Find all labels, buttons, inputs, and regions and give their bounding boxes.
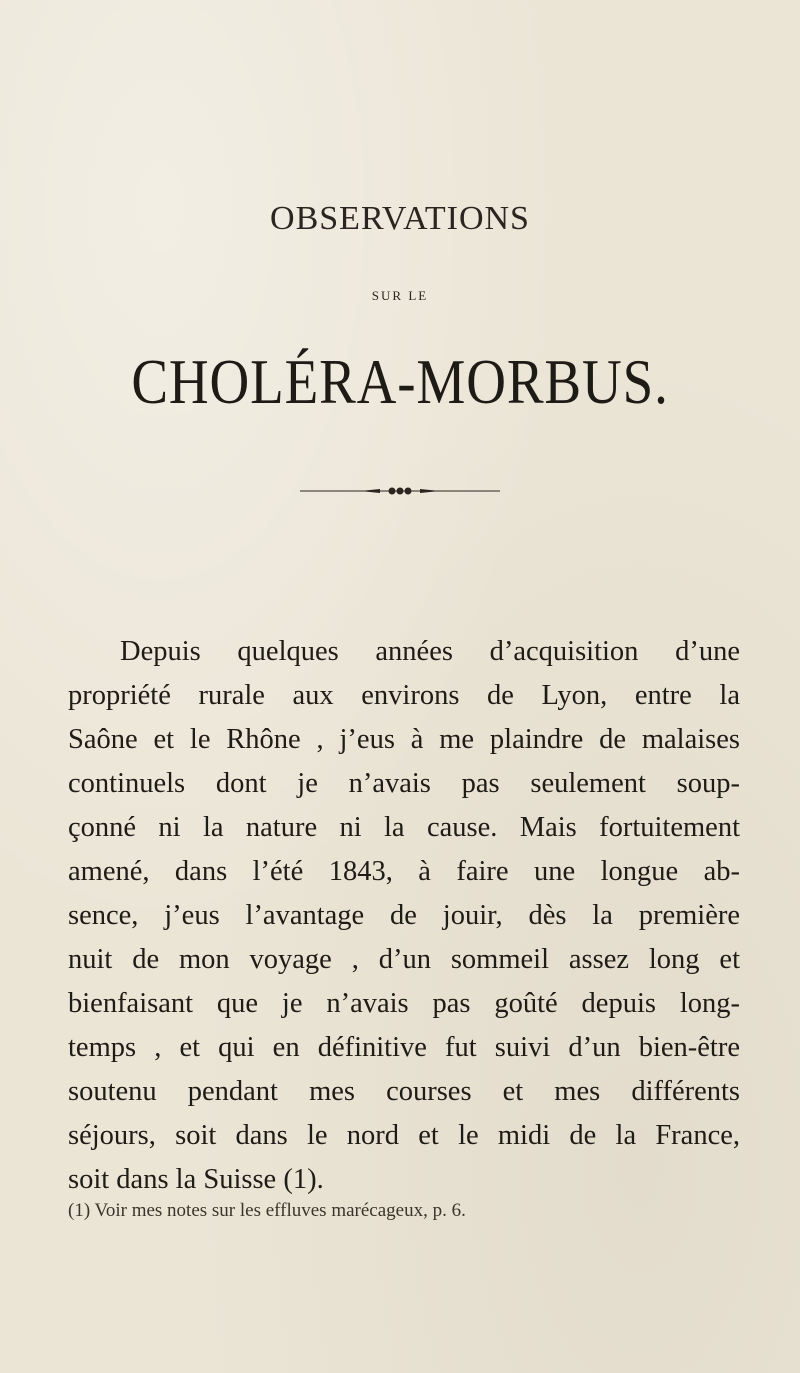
paragraph-line: soit dans la Suisse (1). [68, 1164, 324, 1195]
title-cholera-morbus: CHOLÉRA-MORBUS. [131, 346, 669, 417]
paragraph-line: continuels dont je n’avais pas seulement soup- [68, 768, 740, 799]
footnote: (1) Voir mes notes sur les effluves marécageux, p. 6. [68, 1200, 466, 1221]
paragraph-line: séjours, soit dans le nord et le midi de la France, [68, 1120, 740, 1151]
main-paragraph [68, 630, 740, 1202]
paragraph-line: bienfaisant que je n’avais pas goûté depuis long- [68, 988, 740, 1019]
ornament-divider [300, 486, 500, 496]
title-observations: OBSERVATIONS [270, 200, 530, 237]
paragraph-line: Saône et le Rhône , j’eus à me plaindre de malaises [68, 724, 740, 755]
paragraph-line: temps , et qui en définitive fut suivi d’un bien-être [68, 1032, 740, 1063]
paragraph-line: propriété rurale aux environs de Lyon, entre la [68, 680, 740, 711]
title-sur-le: SUR LE [371, 288, 429, 303]
paragraph-line: soutenu pendant mes courses et mes différents [68, 1076, 740, 1107]
paragraph-line: nuit de mon voyage , d’un sommeil assez long et [68, 944, 740, 975]
paragraph-line: çonné ni la nature ni la cause. Mais fortuitement [68, 812, 740, 843]
paragraph-line: Depuis quelques années d’acquisition d’une [120, 636, 740, 667]
paragraph-line: amené, dans l’été 1843, à faire une longue ab- [68, 856, 740, 887]
paragraph-line: sence, j’eus l’avantage de jouir, dès la première [68, 900, 740, 931]
